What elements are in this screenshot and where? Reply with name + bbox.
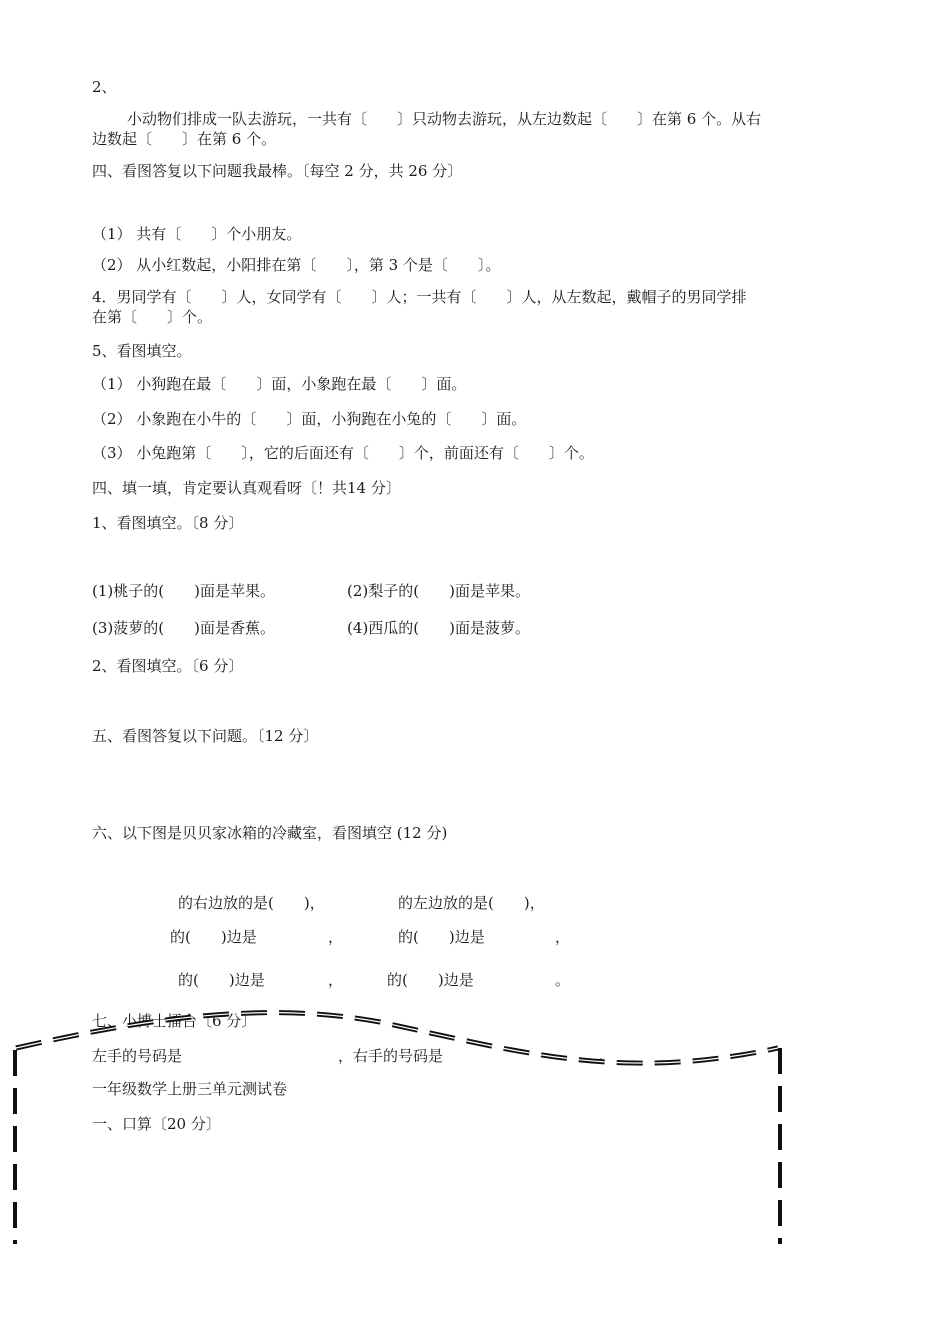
section-heading: 六、以下图是贝贝家冰箱的冷藏室，看图填空 (12 分) (92, 824, 448, 842)
question-text: ， (328, 928, 344, 946)
question-text: 左手的号码是 (92, 1047, 183, 1065)
question-text: 的( )边是 (398, 928, 485, 946)
question-text: 的左边放的是( )， (398, 894, 545, 912)
question-text: 4．男同学有〔 〕人，女同学有〔 〕人；一共有〔 〕人，从左数起，戴帽子的男同学排 (92, 288, 747, 306)
question-text: 的右边放的是( )， (178, 894, 325, 912)
question-text: (1)桃子的( )面是苹果。 (92, 582, 275, 600)
question-text: 。 (598, 1047, 614, 1065)
question-text: 的( )边是 (170, 928, 257, 946)
section-heading: 七、小博士擂台〔6 分〕 (92, 1012, 257, 1030)
question-text: (3)菠萝的( )面是香蕉。 (92, 619, 275, 637)
question-text: ， (328, 971, 344, 989)
section-heading: 一、口算〔20 分〕 (92, 1115, 221, 1133)
item-number: 2、 (92, 78, 117, 96)
section-heading: 四、看图答复以下问题我最棒。〔每空 2 分，共 26 分〕 (92, 162, 463, 180)
question-text: （1） 小狗跑在最〔 〕面，小象跑在最〔 〕面。 (92, 375, 467, 393)
question-text: （1） 共有〔 〕个小朋友。 (92, 225, 302, 243)
question-text: （2） 小象跑在小牛的〔 〕面，小狗跑在小兔的〔 〕面。 (92, 410, 527, 428)
section-heading: 四、填一填，肯定要认真观看呀〔！共14 分〕 (92, 479, 401, 497)
sub-heading: 2、看图填空。〔6 分〕 (92, 657, 244, 675)
sub-heading: 1、看图填空。〔8 分〕 (92, 514, 244, 532)
question-text: 边数起〔 〕在第 6 个。 (92, 130, 277, 148)
document-title: 一年级数学上册三单元测试卷 (92, 1080, 288, 1098)
question-text: ， (555, 928, 571, 946)
question-text: 在第〔 〕个。 (92, 308, 213, 326)
question-text: 的( )边是 (387, 971, 474, 989)
question-text: (2)梨子的( )面是苹果。 (347, 582, 530, 600)
sub-heading: 5、看图填空。 (92, 342, 192, 360)
question-text: 的( )边是 (178, 971, 265, 989)
question-text: 。 (555, 971, 571, 989)
question-text: ，右手的号码是 (338, 1047, 444, 1065)
section-heading: 五、看图答复以下问题。〔12 分〕 (92, 727, 319, 745)
question-text: （3） 小兔跑第〔 〕，它的后面还有〔 〕个，前面还有〔 〕个。 (92, 444, 594, 462)
question-text: (4)西瓜的( )面是菠萝。 (347, 619, 530, 637)
question-text: 小动物们排成一队去游玩，一共有〔 〕只动物去游玩，从左边数起〔 〕在第 6 个。从右 (127, 110, 762, 128)
question-text: （2） 从小红数起，小阳排在第〔 〕，第 3 个是〔 〕。 (92, 256, 501, 274)
